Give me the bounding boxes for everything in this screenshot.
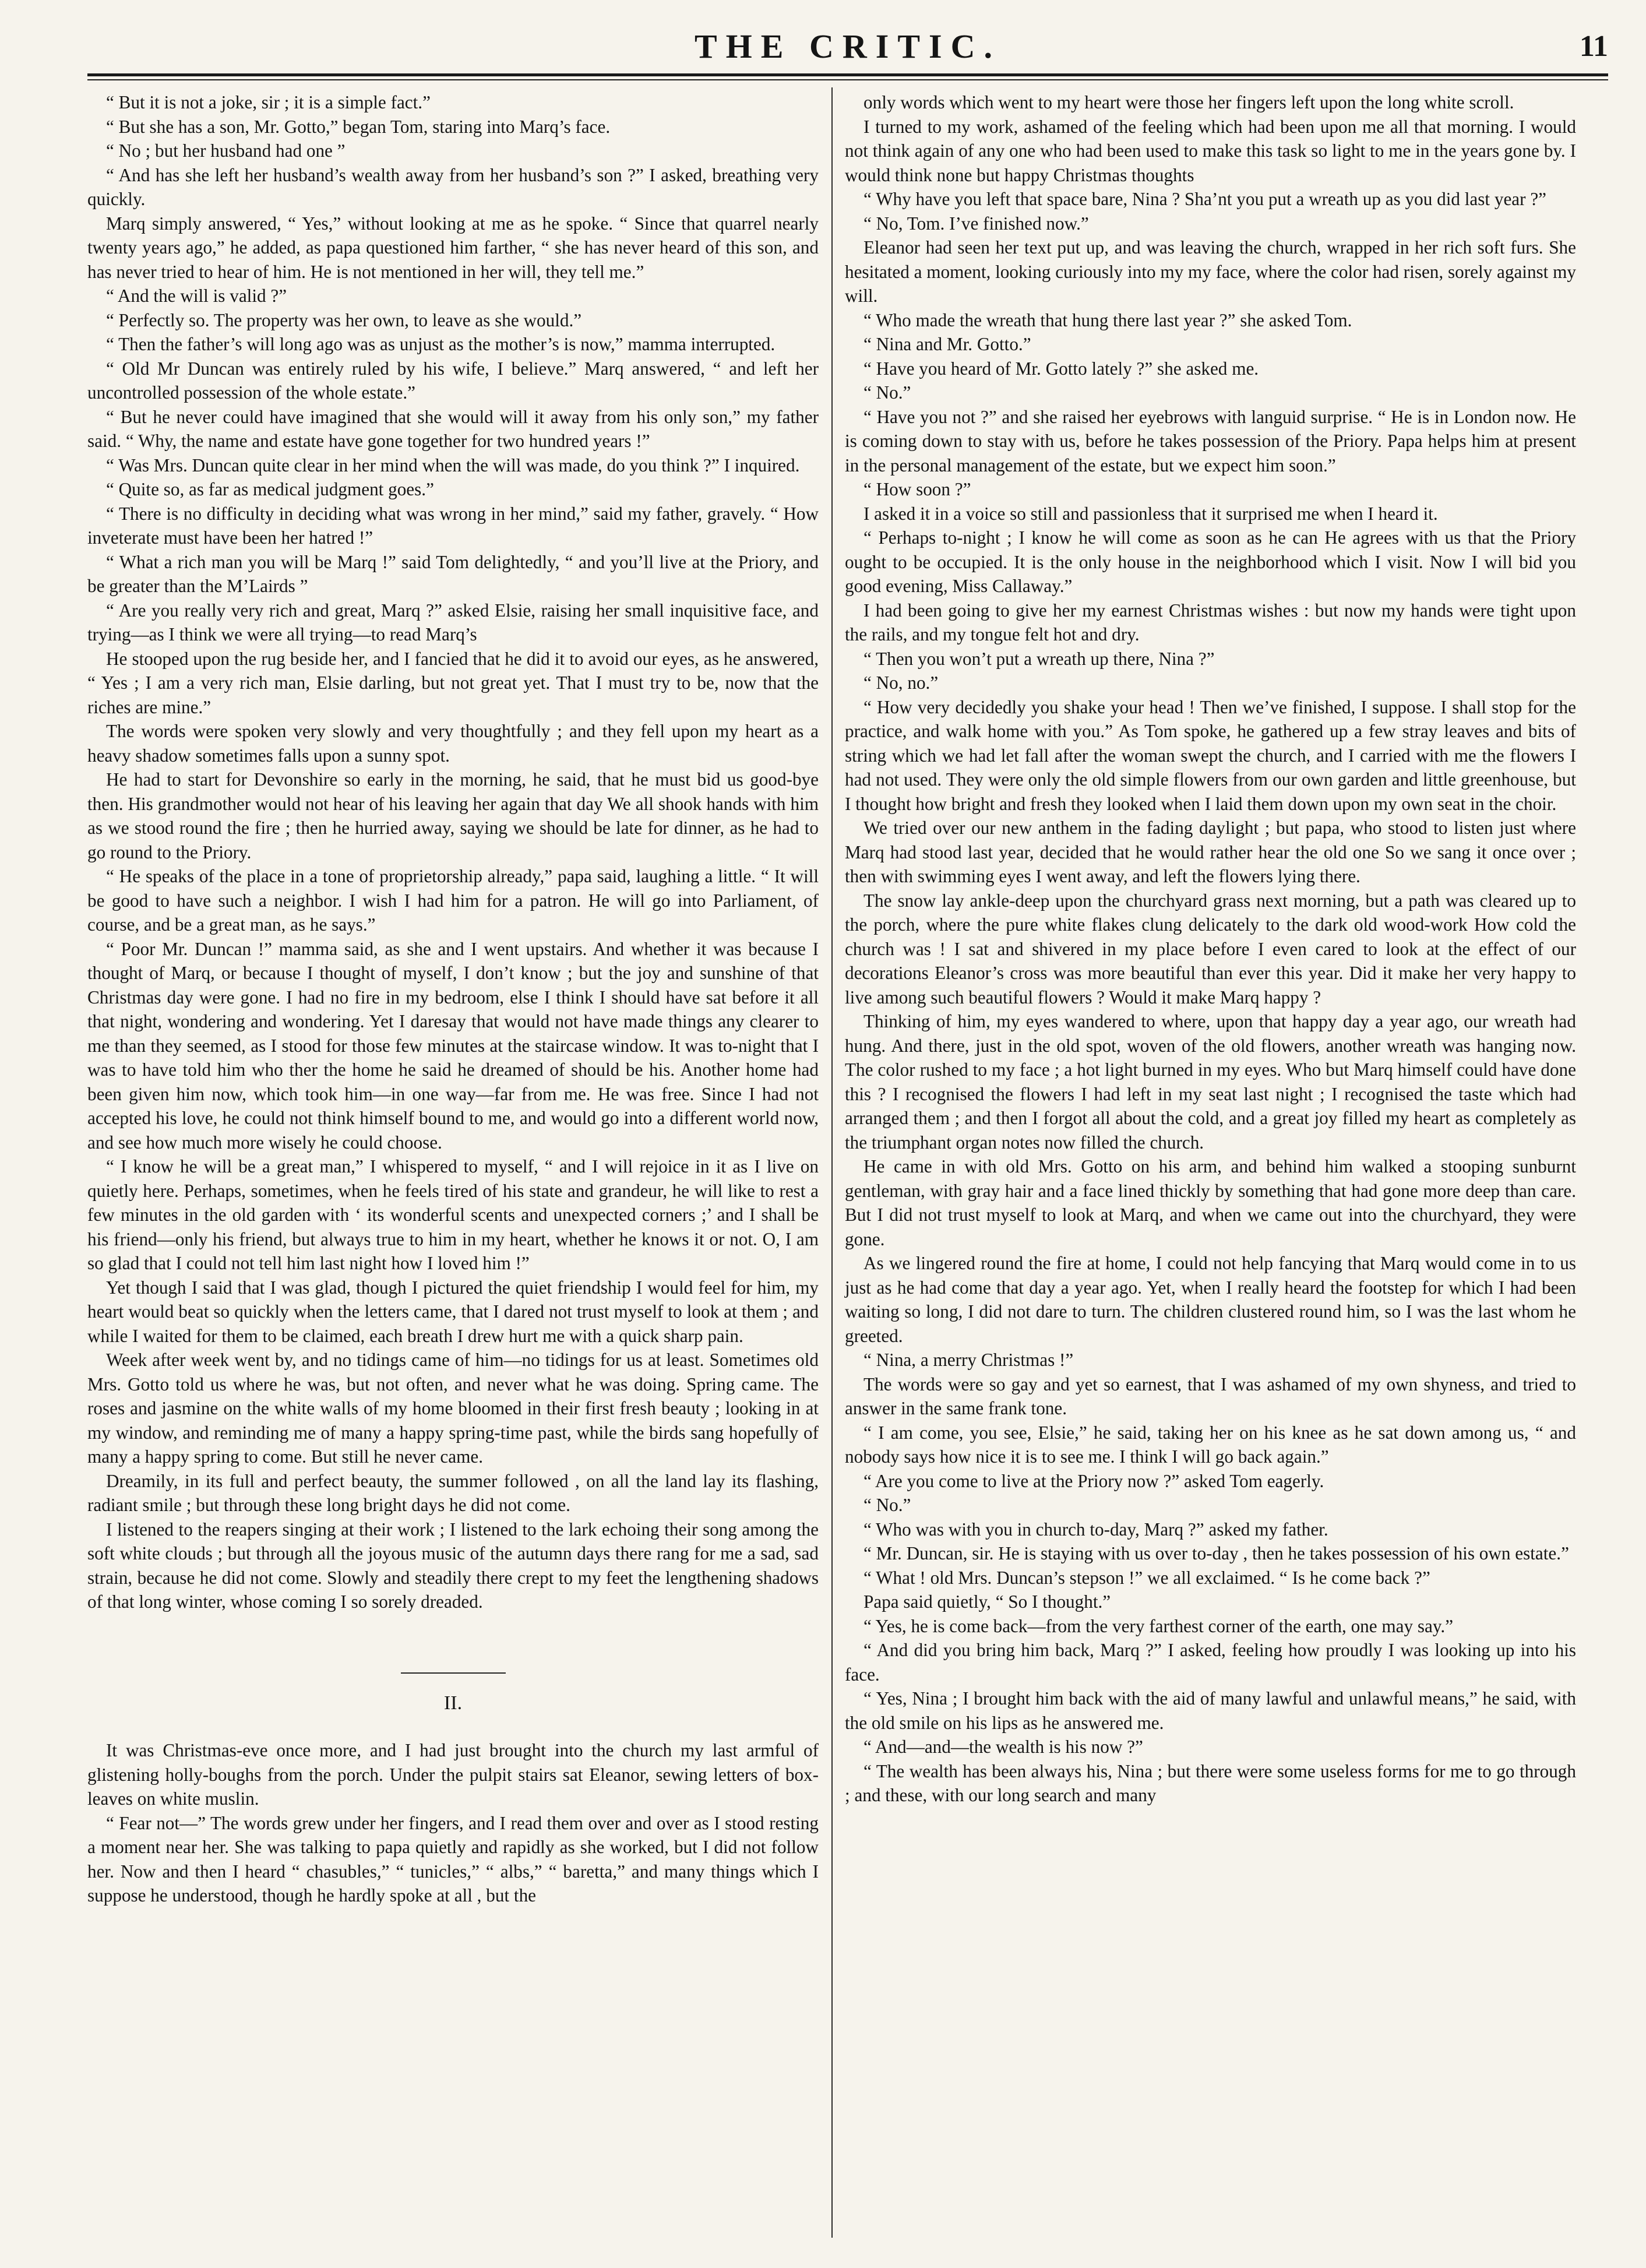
paragraph: “ No, Tom. I’ve finished now.” [863,213,1089,234]
header-rule-thin [87,79,1608,80]
paragraph: “ Have you heard of Mr. Gotto lately ?” she asked me. [863,358,1259,379]
paragraph: I asked it in a voice so still and passionless that it surprised me when I heard it. [863,503,1438,524]
paragraph: “ How very decidedly you shake your head ! Then we’ve finished, I suppose. I shall stop for the practice, and walk home with you.” As Tom spoke, he gathered up a few stray leaves and bits of string which we had let fall after the woman swept the church, and I carried with me the flowers I had not used. They were only the old simple flowers from our own garden and little greenhouse, but I thought how bright and fresh they looked when I laid them down upon my own seat in the choir. [845,696,1576,814]
column-divider [831,87,833,2238]
section-heading [87,1672,819,1716]
paragraph: The words were spoken very slowly and very thoughtfully ; and they fell upon my heart as a heavy shadow sometimes falls upon a sunny spot. [87,721,819,766]
paragraph: “ Have you not ?” and she raised her eyebrows with languid surprise. “ He is in London now. He is coming down to stay with us, before he takes possession of the Priory. Papa helps him at present in the personal management of the estate, but we expect him soon.” [845,406,1576,476]
paragraph: “ No.” [863,382,911,403]
paragraph: “ Yes, he is come back—from the very farthest corner of the earth, one may say.” [863,1615,1454,1636]
masthead-title: THE CRITIC. [695,27,1001,65]
header-rule-thick [87,73,1608,76]
left-column-paragraphs-after [87,1738,819,1908]
paragraph: “ How soon ?” [863,479,971,499]
paragraph: I had been going to give her my earnest Christmas wishes : but now my hands were tight upon the rails, and my tongue felt hot and dry. [845,600,1576,645]
paragraph: “ Poor Mr. Duncan !” mamma said, as she and I went upstairs. And whether it was because I thought of Marq, or because I thought of myself, I don’t know ; but the joy and sunshine of that Christmas day were gone. I had no fire in my bedroom, else I think I should have sat before it all that night, wondering and wondering. Yet I daresay that would not have made things any clearer to me than they seemed, as I stood for those few minutes at the staircase window. It was to-night that I was to have told him who ther the home he said he dreamed of should be his. Another home had been given him now, which took him—in one way—far from me. He was free. Since I had not accepted his love, he could not think himself bound to me, and would go into a different world now, and see how much more wisely he could choose. [87,938,819,1153]
paragraph: It was Christmas-eve once more, and I had just brought into the church my last armful of glistening holly-boughs from the porch. Under the pulpit stairs sat Eleanor, sewing letters of box-leaves on white muslin. [87,1740,819,1809]
paragraph: “ Are you really very rich and great, Marq ?” asked Elsie, raising her small inquisitive face, and trying—as I think we were all trying—to read Marq’s [87,600,819,645]
paragraph: “ Why have you left that space bare, Nina ? Sha’nt you put a wreath up as you did last year ?” [863,189,1547,209]
paragraph: Marq simply answered, “ Yes,” without looking at me as he spoke. “ Since that quarrel nearly twenty years ago,” he added, as papa questioned him farther, “ she has never heard of this son, and has never tried to hear of him. He is not mentioned in her will, they tell me.” [87,213,819,282]
paragraph: “ But it is not a joke, sir ; it is a simple fact.” [106,92,431,112]
newspaper-page [87,23,1608,2249]
paragraph: “ But he never could have imagined that she would will it away from his only son,” my father said. “ Why, the name and estate have gone together for two hundred years !” [87,406,819,451]
section-rule [401,1672,506,1674]
page-header [87,23,1608,76]
paragraph: Thinking of him, my eyes wandered to where, upon that happy day a year ago, our wreath had hung. And there, just in the old spot, woven of the old flowers, another wreath was hanging now. The color rushed to my face ; a hot light burned in my eyes. Who but Marq himself could have done this ? I recognised the flowers I had left in my seat last night ; I recognised the taste which had arranged them ; and then I forgot all about the cold, and a great joy filled my heart as completely as the triumphant organ notes now filled the church. [845,1011,1576,1153]
paragraph: We tried over our new anthem in the fading daylight ; but papa, who stood to listen just where Marq had stood last year, decided that he would rather hear the old one So we sang it once over ; then with swimming eyes I went away, and left the flowers lying there. [845,818,1576,886]
paragraph: “ No, no.” [863,672,939,693]
paragraph: “ Then the father’s will long ago was as unjust as the mother’s is now,” mamma interrupted. [106,334,776,354]
paragraph: “ There is no difficulty in deciding what was wrong in her mind,” said my father, gravely. “ How inveterate must have been her hatred !” [87,503,819,548]
paragraph: The words were so gay and yet so earnest, that I was ashamed of my own shyness, and tried to answer in the same frank tone. [845,1374,1576,1418]
paragraph: As we lingered round the fire at home, I could not help fancying that Marq would come in to us just as he had come that day a year ago. Yet, when I really heard the footstep for which I had been waiting so long, I did not dare to turn. The children clustered round him, so I was the last whom he greeted. [845,1253,1576,1346]
paragraph: “ Fear not—” The words grew under her fingers, and I read them over and over as I stood resting a moment near her. She was talking to papa quietly and rapidly as she worked, but I did not follow her. Now and then I heard “ chasubles,” “ tunicles,” “ albs,” “ baretta,” and many things which I suppose he understood, though he hardly spoke at all , but the [87,1812,819,1906]
paragraph: “ Nina, a merry Christmas !” [863,1350,1074,1370]
paragraph: Dreamily, in its full and perfect beauty, the summer followed , on all the land lay its flashing, radiant smile ; but through these long bright days he did not come. [87,1470,819,1515]
paragraph: “ Nina and Mr. Gotto.” [863,334,1031,354]
paragraph: I listened to the reapers singing at their work ; I listened to the lark echoing their song among the soft white clouds ; but through all the joyous music of the autumn days there rang for me a sad, sad strain, because he did not come. Slowly and steadily there crept to my feet the lengthening shadows of that long winter, whose coming I so sorely dreaded. [87,1519,819,1612]
paragraph: He had to start for Devonshire so early in the morning, he said, that he must bid us good-bye then. His grandmother would not hear of his leaving her again that day We all shook hands with him as we stood round the fire ; then he hurried away, saying we should be late for dinner, as he had to go round to the Priory. [87,769,819,862]
paragraph: “ And has she left her husband’s wealth away from her husband’s son ?” I asked, breathing very quickly. [87,164,819,209]
paragraph: He stooped upon the rug beside her, and I fancied that he did it to avoid our eyes, as he answered, “ Yes ; I am a very rich man, Elsie darling, but not great yet. That I must try to be, now that the riches are mine.” [87,648,819,717]
paragraph: “ Perfectly so. The property was her own, to leave as she would.” [106,309,582,330]
paragraph: I turned to my work, ashamed of the feeling which had been upon me all that morning. I would not think again of any one who had been used to make this task so light to me in the years gone by. I would think none but happy Christmas thoughts [845,116,1576,185]
paragraph: “ He speaks of the place in a tone of proprietorship already,” papa said, laughing a little. “ It will be good to have such a neighbor. I wish I had him for a patron. He will go into Parliament, of course, and be a great man, as he says.” [87,866,819,935]
paragraph: “ And—and—the wealth is his now ?” [863,1737,1143,1757]
paragraph: “ What ! old Mrs. Duncan’s stepson !” we all exclaimed. “ Is he come back ?” [863,1567,1430,1588]
paragraph: Week after week went by, and no tidings came of him—no tidings for us at least. Sometimes old Mrs. Gotto told us where he was, but not often, and never what he was doing. Spring came. The roses and jasmine on the white walls of my home bloomed in their first fresh beauty ; looking in at my window, and reminding me of many a happy spring-time past, while the birds sang hopefully of many a happy spring to come. But still he never came. [87,1350,819,1467]
paragraph: “ Mr. Duncan, sir. He is staying with us over to-day , then he takes possession of his own estate.” [863,1543,1569,1563]
paragraph: “ Yes, Nina ; I brought him back with the aid of many lawful and unlawful means,” he said, with the old smile on his lips as he answered me. [845,1688,1576,1733]
right-column [845,90,1576,1808]
paragraph: “ Quite so, as far as medical judgment goes.” [106,479,434,499]
paragraph: “ The wealth has been always his, Nina ; but there were some useless forms for me to go through ; and these, with our long search and many [845,1760,1576,1805]
paragraph: “ Was Mrs. Duncan quite clear in her mind when the will was made, do you think ?” I inquired. [106,455,800,476]
paragraph: “ Perhaps to-night ; I know he will come as soon as he can He agrees with us that the Priory ought to be occupied. It is the only house in the neighborhood which I visit. Now I will bid you good evening, Miss Callaway.” [845,527,1576,596]
left-column-paragraphs [87,90,819,1614]
paragraph: “ What a rich man you will be Marq !” said Tom delightedly, “ and you’ll live at the Priory, and be greater than the M’Lairds ” [87,551,819,596]
page-number: 11 [1579,30,1608,63]
paragraph: “ I know he will be a great man,” I whispered to myself, “ and I will rejoice in it as I live on quietly here. Perhaps, sometimes, when he feels tired of his state and grandeur, he will like to rest a few minutes in the old garden with ‘ its wonderful scents and unexpected corners ;’ and I shall be his friend—only his friend, but always true to him in my heart, whether he knows it or not. O, I am so glad that I could not tell him last night how I loved him !” [87,1156,819,1273]
paragraph: “ And the will is valid ?” [106,286,287,306]
paragraph: Yet though I said that I was glad, though I pictured the quiet friendship I would feel for him, my heart would beat so quickly when the letters came, that I dared not trust myself to look at them ; and while I waited for them to be claimed, each breath I drew hurt me with a quick sharp pain. [87,1277,819,1346]
paragraph: “ No ; but her husband had one ” [106,140,346,161]
paragraph: “ Then you won’t put a wreath up there, Nina ?” [863,648,1215,669]
paragraph: “ Old Mr Duncan was entirely ruled by his wife, I believe.” Marq answered, “ and left her uncontrolled possession of the whole estate.” [87,358,819,403]
paragraph: “ I am come, you see, Elsie,” he said, taking her on his knee as he sat down among us, “ and nobody says how nice it is to see me. I think I will go back again.” [845,1422,1576,1467]
paragraph: “ Are you come to live at the Priory now ?” asked Tom eagerly. [863,1470,1324,1491]
paragraph: only words which went to my heart were those her fingers left upon the long white scroll. [863,92,1514,112]
paragraph: “ And did you bring him back, Marq ?” I asked, feeling how proudly I was looking up into his face. [845,1640,1576,1685]
paragraph: “ But she has a son, Mr. Gotto,” began Tom, staring into Marq’s face. [106,116,611,137]
paragraph: He came in with old Mrs. Gotto on his arm, and behind him walked a stooping sunburnt gentleman, with gray hair and a face lined thickly by something that had gone more deep than care. But I did not trust myself to look at Marq, and when we came out into the churchyard, they were gone. [845,1156,1576,1249]
left-column [87,90,819,1908]
paragraph: Eleanor had seen her text put up, and was leaving the church, wrapped in her rich soft furs. She hesitated a moment, looking curiously into my my face, where the color had risen, sorely against my will. [845,237,1576,306]
paragraph: Papa said quietly, “ So I thought.” [863,1591,1111,1612]
right-column-paragraphs [845,90,1576,1808]
paragraph: “ No.” [863,1495,911,1515]
paragraph: The snow lay ankle-deep upon the churchyard grass next morning, but a path was cleared up to the porch, where the pure white flakes clung delicately to the dark old wood-work How cold the church was ! I sat and shivered in my place before I even cared to look at the effect of our decorations Eleanor’s cross was more beautiful than ever this year. Did it make her very happy to live among such beautiful flowers ? Would it make Marq happy ? [845,890,1576,1008]
section-numeral: II. [443,1692,463,1714]
paragraph: “ Who was with you in church to-day, Marq ?” asked my father. [863,1519,1328,1540]
paragraph: “ Who made the wreath that hung there last year ?” she asked Tom. [863,309,1352,330]
